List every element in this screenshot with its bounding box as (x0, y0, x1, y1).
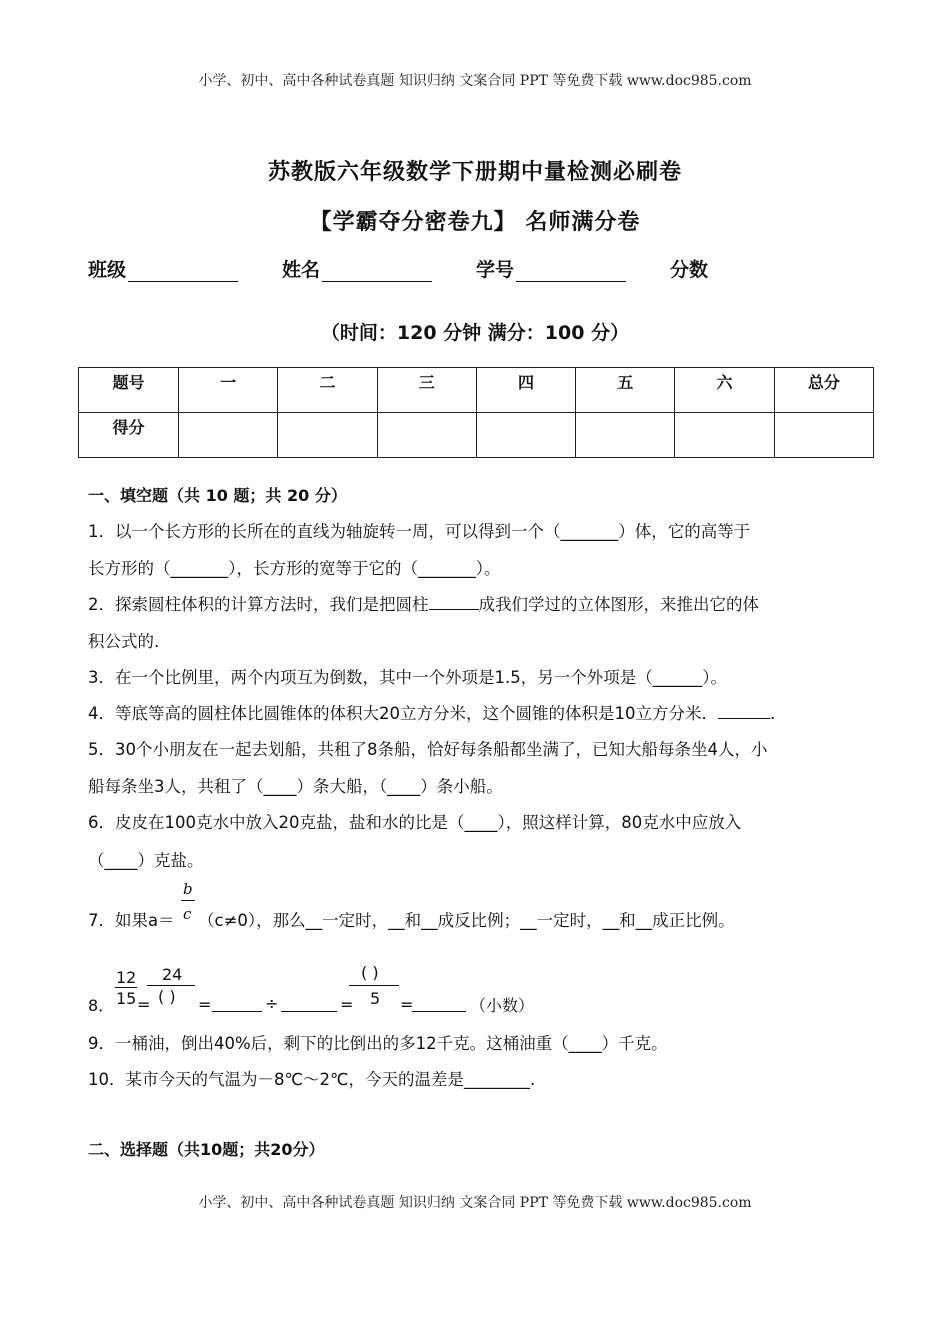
question-2-text-b: 成我们学过的立体图形，来推出它的体 (478, 595, 759, 614)
q7-fraction-numerator: b (183, 880, 193, 898)
student-info-row (88, 255, 752, 282)
score-cell[interactable] (377, 413, 476, 458)
q8-fraction-3-denominator: 5 (370, 989, 381, 1008)
score-cell[interactable] (774, 413, 873, 458)
q7-fraction-bar (181, 900, 195, 901)
table-header-cell: 一 (179, 368, 278, 413)
section-heading-multiple-choice: 二、选择题（共10题；共20分） (88, 1140, 325, 1159)
table-header-cell: 总分 (774, 368, 873, 413)
table-header-cell: 二 (278, 368, 377, 413)
id-field[interactable] (476, 255, 626, 282)
q8-equals-2: = (198, 995, 212, 1014)
q8-divide: ÷ (265, 994, 279, 1013)
question-2-line-1 (88, 591, 759, 615)
table-header-cell: 题号 (79, 368, 179, 413)
question-6-line-2: （____）克盐。 (88, 851, 204, 870)
table-header-cell: 三 (377, 368, 476, 413)
class-blank[interactable] (128, 261, 238, 282)
exam-title: 苏教版六年级数学下册期中量检测必刷卷 (267, 160, 682, 185)
score-cell[interactable] (476, 413, 575, 458)
question-7-text-b: （c≠0），那么__一定时，__和__成反比例；__一定时，__和__成正比例。 (198, 911, 735, 930)
page-footer: 小学、初中、高中各种试卷真题 知识归纳 文案合同 PPT 等免费下载 www.doc985.com (198, 1195, 752, 1211)
score-cell[interactable] (278, 413, 377, 458)
name-label: 姓名 (282, 259, 321, 281)
class-field[interactable] (88, 255, 238, 282)
question-4-text: 4．等底等高的圆柱体比圆锥体的体积大20立方分米，这个圆锥的体积是10立方分米． (88, 704, 718, 723)
q8-fraction-1-numerator: 12 (116, 968, 137, 987)
table-header-cell: 六 (675, 368, 774, 413)
class-label: 班级 (88, 259, 127, 281)
answer-blank[interactable] (281, 996, 337, 1012)
answer-blank[interactable] (718, 703, 770, 719)
exam-subtitle: 【学霸夺分密卷九】 名师满分卷 (309, 210, 641, 235)
table-header-cell: 五 (576, 368, 675, 413)
question-9: 9．一桶油，倒出40%后，剩下的比倒出的多12千克。这桶油重（____）千克。 (88, 1034, 668, 1053)
id-label: 学号 (476, 259, 515, 281)
question-3: 3．在一个比例里，两个内项互为倒数，其中一个外项是1.5，另一个外项是（______）。 (88, 668, 727, 687)
q8-fraction-2-bar (147, 985, 195, 986)
question-6-line-1: 6．皮皮在100克水中放入20克盐，盐和水的比是（____），照这样计算，80克水中应放入 (88, 813, 742, 832)
q8-fraction-3-bar (349, 985, 399, 986)
question-4-end: . (770, 704, 776, 723)
row-label-cell: 得分 (79, 413, 179, 458)
score-table (78, 367, 874, 458)
question-1-line-2: 长方形的（_______），长方形的宽等于它的（_______）。 (88, 559, 501, 578)
id-blank[interactable] (516, 261, 626, 282)
name-blank[interactable] (322, 261, 432, 282)
page-header: 小学、初中、高中各种试卷真题 知识归纳 文案合同 PPT 等免费下载 www.doc985.com (198, 73, 752, 89)
section-heading-fill-blank: 一、填空题（共 10 题；共 20 分） (88, 486, 347, 505)
question-4 (88, 700, 775, 724)
score-field (670, 255, 708, 282)
q8-equals-1: = (137, 995, 151, 1014)
q8-fraction-2-denominator: ( ) (158, 987, 176, 1006)
score-cell[interactable] (179, 413, 278, 458)
q8-fraction-3-numerator: ( ) (361, 963, 379, 982)
score-table-header-row (79, 368, 874, 413)
question-2-text-a: 2．探索圆柱体积的计算方法时，我们是把圆柱 (88, 595, 429, 614)
time-and-score-line: （时间：120 分钟 满分：100 分） (320, 322, 630, 344)
question-2-line-2: 积公式的. (88, 632, 160, 651)
score-label: 分数 (670, 259, 709, 281)
answer-blank[interactable] (429, 594, 479, 610)
score-cell[interactable] (576, 413, 675, 458)
q8-suffix: （小数） (470, 996, 535, 1015)
score-cell[interactable] (675, 413, 774, 458)
question-5-line-1: 5．30个小朋友在一起去划船，共租了8条船，恰好每条船都坐满了，已知大船每条坐4人，小 (88, 740, 768, 759)
answer-blank[interactable] (212, 996, 262, 1012)
q8-fraction-2-numerator: 24 (162, 965, 183, 984)
question-1-line-1: 1．以一个长方形的长所在的直线为轴旋转一周，可以得到一个（_______）体，它的高等于 (88, 522, 751, 541)
question-10: 10．某市今天的气温为－8℃～2℃，今天的温差是________. (88, 1070, 536, 1089)
name-field[interactable] (282, 255, 432, 282)
q7-fraction-denominator: c (183, 905, 192, 923)
table-header-cell: 四 (476, 368, 575, 413)
score-table-score-row (79, 413, 874, 458)
q8-fraction-1-denominator: 15 (116, 989, 137, 1008)
question-8-prefix: 8． (88, 996, 115, 1015)
question-7-text-a: 7．如果a＝ (88, 911, 175, 930)
q8-equals-4: = (400, 995, 414, 1014)
answer-blank[interactable] (412, 996, 466, 1012)
question-5-line-2: 船每条坐3人，共租了（____）条大船，（____）条小船。 (88, 777, 503, 796)
q8-fraction-1-bar (115, 987, 137, 988)
q8-equals-3: = (340, 995, 354, 1014)
